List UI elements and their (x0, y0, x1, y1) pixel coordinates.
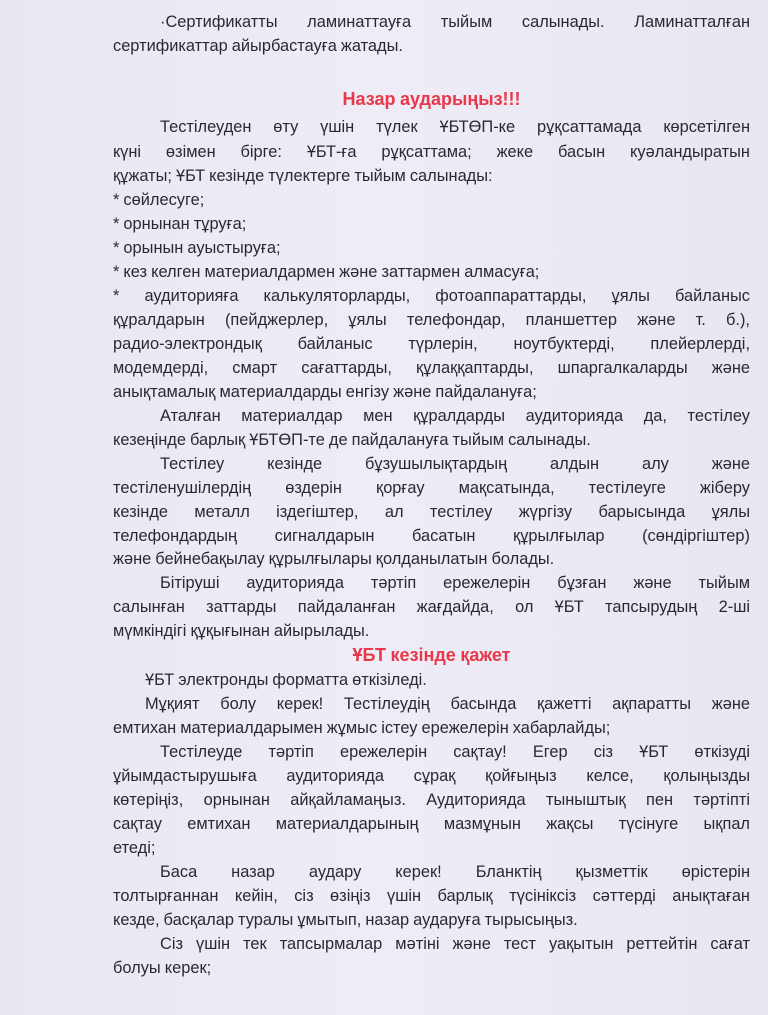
text-line: құжаты; ҰБТ кезінде түлектерге тыйым салынады: (113, 167, 493, 185)
text-line: Тестілеуде тәртіп ережелерін сақтау! Егер сіз ҰБТ өткізуді (160, 743, 750, 761)
text-line: * кез келген материалдармен және заттармен алмасуға; (113, 263, 540, 281)
text-line: күні өзімен бірге: ҰБТ-ға рұқсаттама; жеке басын куәландыратын (113, 143, 750, 161)
text-line: Аталған материалдар мен құралдарды аудиторияда да, тестілеу (160, 407, 750, 425)
text-line: етеді; (113, 839, 156, 857)
text-line: сақтау емтихан материалдарының мазмұнын жақсы түсінуге ықпал (113, 815, 750, 833)
text-line: ·Сертификатты ламинаттауға тыйым салынады. Ламинатталған (160, 13, 750, 31)
text-line: анықтамалық материалдарды енгізу және пайдалануға; (113, 383, 537, 401)
text-line: * орынын ауыстыруға; (113, 239, 281, 257)
text-line: және бейнебақылау құрылғылары қолданылатын болады. (113, 550, 555, 568)
text-line: модемдерді, смарт сағаттарды, құлаққаптарды, шпаргалкаларды және (113, 359, 750, 377)
text-line: мүмкіндігі құқығынан айырылады. (113, 622, 370, 640)
text-line: тестіленушілердің өздерін қорғау мақсатында, тестілеуге жіберу (113, 479, 750, 497)
text-line: * аудиторияға калькуляторларды, фотоаппараттарды, ұялы байланыс (113, 287, 750, 305)
text-line: кезеңінде барлық ҰБТӨП-те де пайдалануға тыйым салынады. (113, 431, 591, 449)
section-heading: ҰБТ кезінде қажет (352, 645, 511, 665)
text-line: ҰБТ электронды форматта өткізіледі. (145, 671, 427, 689)
text-line: толтырғаннан кейін, сіз өзіңіз үшін барлық түсініксіз сәттерді анықтаған (113, 887, 750, 905)
text-line: Тестілеуден өту үшін түлек ҰБТӨП-ке рұқсаттамада көрсетілген (160, 118, 750, 136)
text-line: емтихан материалдарымен жұмыс істеу ережелерін хабарлайды; (113, 719, 611, 737)
text-line: Баса назар аудару керек! Бланктің қызметтік өрістерін (160, 863, 750, 881)
text-line: Тестілеу кезінде бұзушылықтардың алдын алу және (160, 455, 750, 473)
text-line: телефондардың сигналдарын басатын құрылғылар (сөндіргіштер) (113, 527, 750, 545)
text-line: болуы керек; (113, 959, 212, 977)
text-line: кезінде металл іздегіштер, ал тестілеу жүргізу барысында ұялы (113, 503, 750, 521)
text-line: Бітіруші аудиторияда тәртіп ережелерін бұзған және тыйым (160, 574, 750, 592)
text-line: ұйымдастырушыға аудиторияда сұрақ қойғыңыз келсе, қолыңызды (113, 767, 750, 785)
text-line: радио-электрондық байланыс түрлерін, ноутбуктерді, плейерлерді, (113, 335, 750, 353)
text-line: сертификаттар айырбастауға жатады. (113, 37, 403, 55)
text-line: Мұқият болу керек! Тестілеудің басында қажетті ақпаратты және (145, 695, 750, 713)
section-heading: Назар аударыңыз!!! (342, 89, 521, 109)
text-line: Сіз үшін тек тапсырмалар мәтіні және тест уақытын реттейтін сағат (160, 935, 750, 953)
text-line: * сөйлесуге; (113, 191, 205, 209)
text-line: құралдарын (пейджерлер, ұялы телефондар, планшеттер және т. б.), (113, 311, 750, 329)
text-line: * орнынан тұруға; (113, 215, 247, 233)
text-line: салынған заттарды пайдаланған жағдайда, ол ҰБТ тапсырудың 2-ші (113, 598, 750, 616)
text-line: кезде, басқалар туралы ұмытып, назар аударуға тырысыңыз. (113, 911, 578, 929)
text-line: көтеріңіз, орнынан айқайламаңыз. Аудиторияда тыныштық пен тәртіпті (113, 791, 750, 809)
